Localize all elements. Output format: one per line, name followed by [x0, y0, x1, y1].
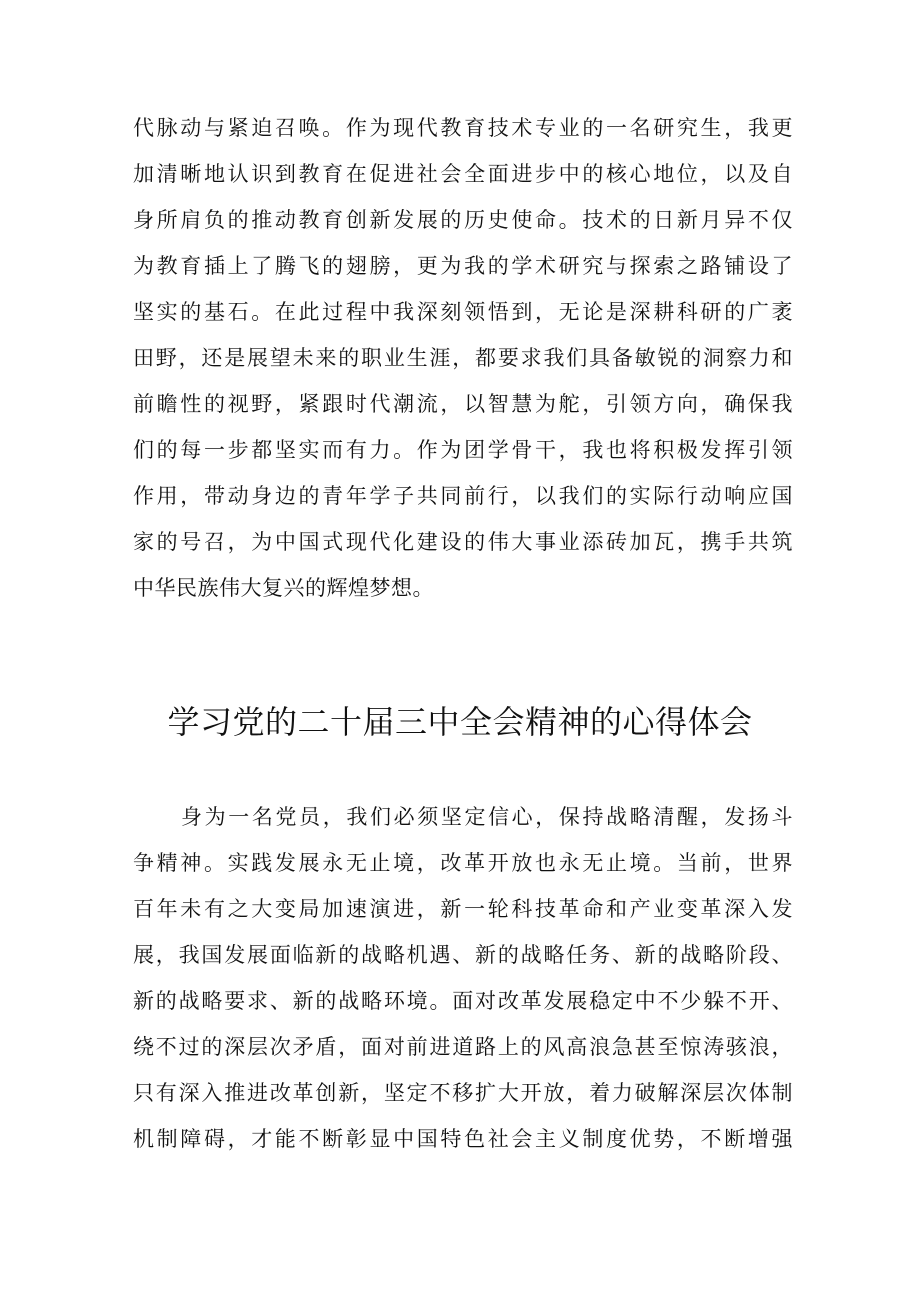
- paragraph-line: 为教育插上了腾飞的翅膀，更为我的学术研究与探索之路铺设了: [133, 254, 793, 278]
- paragraph-line: 新的战略要求、新的战略环境。面对改革发展稳定中不少躲不开、: [133, 989, 793, 1013]
- paragraph-body: [133, 794, 793, 1162]
- paragraph-line: 加清晰地认识到教育在促进社会全面进步中的核心地位，以及自: [133, 162, 793, 186]
- paragraph-line: 身所肩负的推动教育创新发展的历史使命。技术的日新月异不仅: [133, 208, 793, 232]
- paragraph-line: 前瞻性的视野，紧跟时代潮流，以智慧为舵，引领方向，确保我: [133, 392, 793, 416]
- paragraph-line: 们的每一步都坚实而有力。作为团学骨干，我也将积极发挥引领: [133, 438, 793, 462]
- paragraph-line: 绕不过的深层次矛盾，面对前进道路上的风高浪急甚至惊涛骇浪，: [133, 1035, 793, 1059]
- paragraph-line: 机制障碍，才能不断彰显中国特色社会主义制度优势，不断增强: [133, 1127, 793, 1151]
- paragraph-line: 坚实的基石。在此过程中我深刻领悟到，无论是深耕科研的广袤: [133, 300, 793, 324]
- paragraph-line: 只有深入推进改革创新，坚定不移扩大开放，着力破解深层次体制: [133, 1081, 793, 1105]
- paragraph-line: 争精神。实践发展永无止境，改革开放也永无止境。当前，世界: [133, 851, 793, 875]
- paragraph-line: 代脉动与紧迫召唤。作为现代教育技术专业的一名研究生，我更: [133, 116, 793, 140]
- paragraph-line: 田野，还是展望未来的职业生涯，都要求我们具备敏锐的洞察力和: [133, 346, 793, 370]
- paragraph-line: 身为一名党员，我们必须坚定信心，保持战略清醒，发扬斗: [181, 805, 793, 829]
- paragraph-continued: [133, 105, 793, 611]
- section-title: 学习党的二十届三中全会精神的心得体会: [167, 703, 753, 741]
- paragraph-line: 中华民族伟大复兴的辉煌梦想。: [133, 576, 434, 600]
- paragraph-line: 百年未有之大变局加速演进，新一轮科技革命和产业变革深入发: [133, 897, 793, 921]
- paragraph-line: 作用，带动身边的青年学子共同前行，以我们的实际行动响应国: [133, 484, 793, 508]
- paragraph-line: 展，我国发展面临新的战略机遇、新的战略任务、新的战略阶段、: [133, 943, 793, 967]
- paragraph-line: 家的号召，为中国式现代化建设的伟大事业添砖加瓦，携手共筑: [133, 530, 793, 554]
